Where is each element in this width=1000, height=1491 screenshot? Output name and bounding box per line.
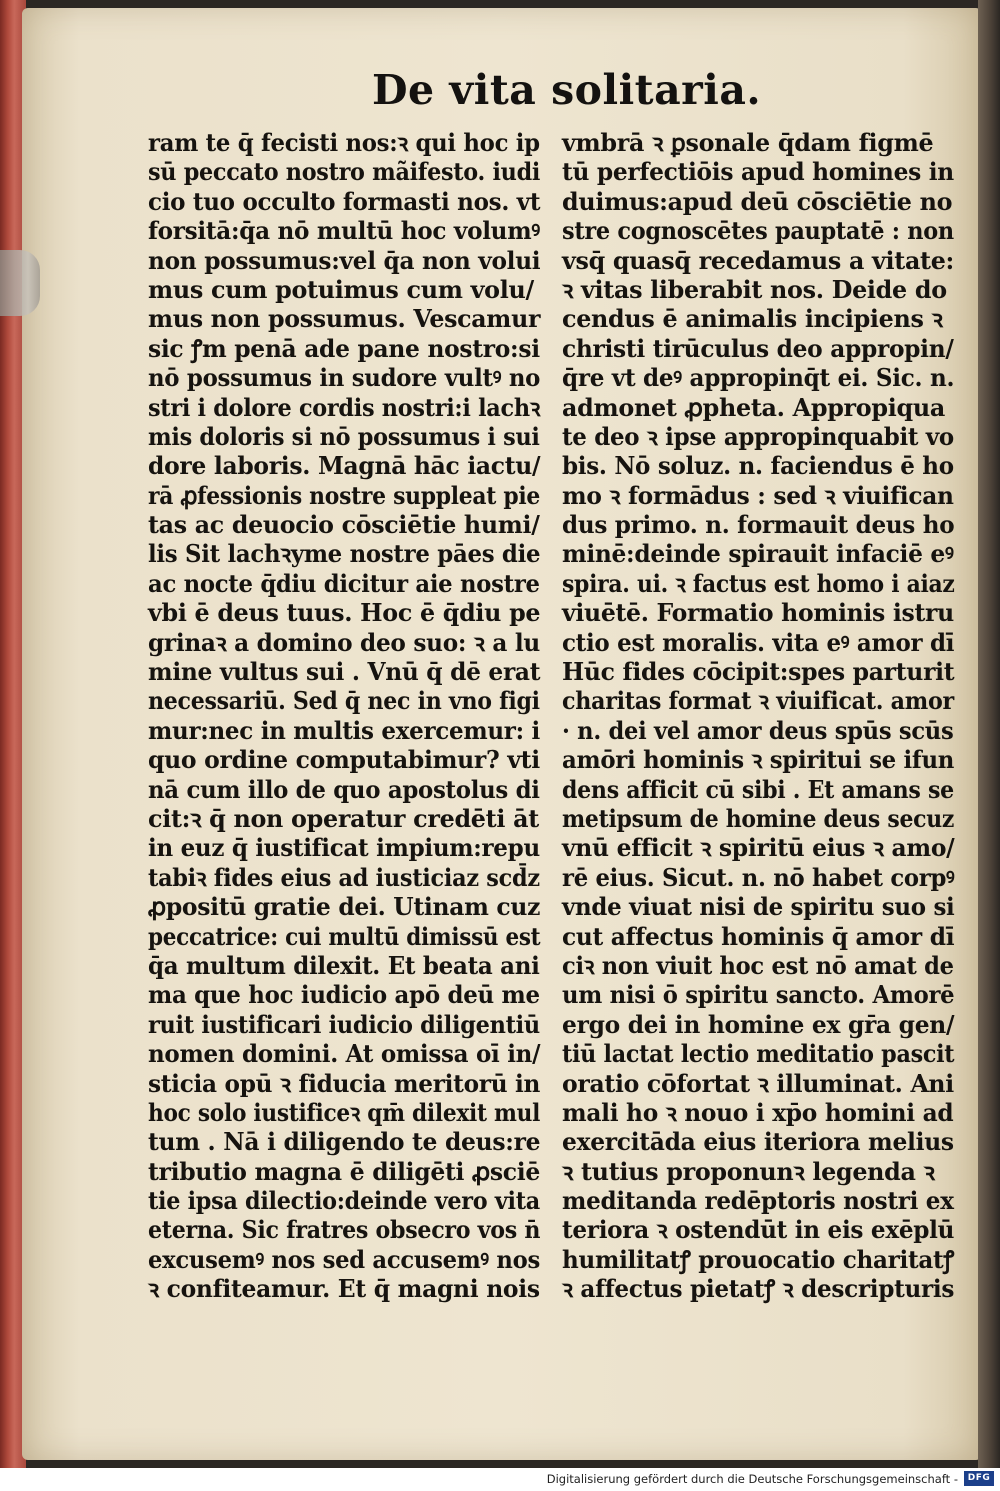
text-line: ꝛ vitas liberabit nos. Deide do — [562, 274, 947, 304]
text-line: ꝛ affectus pietatꝭ ꝛ descripturis — [562, 1274, 955, 1304]
text-line: mus non possumus. Vescamur — [148, 304, 541, 334]
text-line: vmbrā ꝛ ꝑsonale q̄dam figmē — [562, 128, 934, 157]
text-line: q̄a multum dilexit. Et beata ani — [148, 950, 540, 980]
text-line: mo ꝛ formādus : sed ꝛ viuifican — [562, 480, 954, 510]
left-text-column — [148, 128, 543, 1304]
text-line: ergo dei in homine ex gr̄a gen/ — [562, 1009, 955, 1039]
text-line: vbi ē deus tuus. Hoc ē q̄diu pe — [148, 598, 541, 628]
text-line: metipsum de homine deus secuz — [562, 803, 955, 833]
text-line: stri i dolore cordis nostri:i lachꝛ — [148, 392, 541, 422]
text-line: ruit iustificari iudicio diligentiū — [148, 1009, 540, 1039]
text-line: tie ipsa dilectio:deinde vero vita — [148, 1186, 540, 1216]
text-line: · n. dei vel amor deus spūs scūs — [562, 715, 954, 745]
text-line: mus cum potuimus cum volu/ — [148, 274, 534, 304]
text-line: spira. ui. ꝛ factus est homo i aiaz — [562, 568, 955, 598]
text-line: excusemꝰ nos sed accusemꝰ nos — [148, 1244, 540, 1274]
text-line: te deo ꝛ ipse appropinquabit vo — [562, 421, 954, 451]
text-line: dus primo. n. formauit deus ho — [562, 510, 955, 540]
text-line: lis Sit lachꝛyme nostre pāes die — [148, 539, 541, 569]
text-line: ac nocte q̄diu dicitur aie nostre — [148, 568, 540, 598]
text-line: mis doloris si nō possumus i sui — [148, 421, 540, 451]
text-line: non possumus:vel q̄a non volui — [148, 245, 541, 275]
text-line: tas ac deuocio cōsciētie humi/ — [148, 510, 540, 540]
text-line: admonet ꝓpheta. Appropiqua — [562, 392, 945, 422]
text-line: vnde viuat nisi de spiritu suo si — [562, 892, 955, 922]
binding-shadow — [978, 0, 1000, 1468]
text-line: dens afficit cū sibi . Et amans se — [562, 774, 954, 804]
text-line: charitas format ꝛ viuificat. amor — [562, 686, 954, 716]
text-line: rā ꝓfessionis nostre suppleat pie — [148, 480, 541, 510]
text-line: ꝓpositū gratie dei. Utinam cuz — [148, 892, 541, 922]
text-line: hoc solo iustificeꝛ qm̄ dilexit mul — [148, 1097, 541, 1127]
text-line: ꝛ confiteamur. Et q̄ magni nois — [148, 1274, 540, 1304]
text-line: um nisi ō spiritu sancto. Amorē — [562, 980, 955, 1010]
text-line: ciꝛ non viuit hoc est nō amat de — [562, 950, 954, 980]
text-line: nā cum illo de quo apostolus di — [148, 774, 540, 804]
text-line: amōri hominis ꝛ spiritui se ifun — [562, 745, 955, 775]
text-line: duimus:apud deū cōsciētie no — [562, 186, 953, 216]
footer-credit: Digitalisierung gefördert durch die Deutsche Forschungsgemeinschaft - — [546, 1472, 958, 1486]
text-line: cendus ē animalis incipiens ꝛ — [562, 304, 943, 334]
text-line: nō possumus in sudore vultꝰ no — [148, 363, 541, 393]
page-clip — [0, 250, 40, 316]
text-line: cio tuo occulto formasti nos. vt — [148, 186, 541, 216]
text-line: sū peccato nostro mãifesto. iudi — [148, 157, 541, 187]
text-line: vsq̄ quasq̄ recedamus a vitate: — [562, 245, 955, 275]
dfg-logo: DFG — [964, 1471, 994, 1486]
text-line: dore laboris. Magnā hāc iactu/ — [148, 451, 541, 481]
text-line: ctio est moralis. vita eꝰ amor dī — [562, 627, 955, 657]
text-line: humilitatꝭ prouocatio charitatꝭ — [562, 1244, 954, 1274]
text-line: mur:nec in multis exercemur: i — [148, 715, 541, 745]
text-line: vnū efficit ꝛ spiritū eius ꝛ amo/ — [562, 833, 955, 863]
text-line: nomen domini. At omissa oī in/ — [148, 1039, 541, 1069]
text-line: eterna. Sic fratres obsecro vos n̄ — [148, 1215, 541, 1245]
text-line: q̄re vt deꝰ appropinq̄t ei. Sic. n. — [562, 363, 955, 393]
text-line: teriora ꝛ ostendūt in eis exēplū — [562, 1215, 955, 1245]
text-line: exercitāda eius iteriora melius — [562, 1127, 954, 1157]
text-line: sic ꝭm penā ade pane nostro:si — [148, 333, 540, 363]
text-line: tabiꝛ fides eius ad iusticiaz scd̄z — [148, 862, 540, 892]
text-line: tū perfectiōis apud homines in — [562, 157, 954, 187]
text-line: rē eius. Sicut. n. nō habet corpꝰ — [562, 862, 955, 892]
right-text-column — [562, 128, 957, 1304]
text-line: viuētē. Formatio hominis istru — [562, 598, 954, 628]
text-line: in euz q̄ iustificat impium:repu — [148, 833, 540, 863]
text-line: stre cognoscētes pauptatē : non — [562, 216, 954, 246]
text-line: christi tirūculus deo appropin/ — [562, 333, 954, 363]
text-line: cit:ꝛ q̄ non operatur credēti āt — [148, 803, 539, 833]
text-line: peccatrice: cui multū dimissū est — [148, 921, 541, 951]
text-line: mine vultus sui . Vnū q̄ dē erat — [148, 657, 541, 687]
text-line: ꝛ tutius proponunꝛ legenda ꝛ — [562, 1156, 935, 1186]
text-line: necessariū. Sed q̄ nec in vno figi — [148, 686, 540, 716]
text-line: cut affectus hominis q̄ amor dī — [562, 921, 955, 951]
text-line: meditanda redēptoris nostri ex — [562, 1186, 954, 1216]
text-line: quo ordine computabimur? vti — [148, 745, 540, 775]
text-line: tiū lactat lectio meditatio pascit — [562, 1039, 955, 1069]
text-line: minē:deinde spirauit infaciē eꝰ — [562, 539, 954, 569]
text-line: sticia opū ꝛ fiducia meritorū in — [148, 1068, 541, 1098]
text-line: tributio magna ē diligēti ꝓsciē — [148, 1156, 541, 1186]
digitization-footer — [0, 1468, 1000, 1491]
text-line: ma que hoc iudicio apō deū me — [148, 980, 540, 1010]
text-line: ram te q̄ fecisti nos:ꝛ qui hoc ip — [148, 128, 540, 157]
text-line: bis. Nō soluz. n. faciendus ē ho — [562, 451, 954, 481]
text-line: forsitā:q̄a nō multū hoc volumꝰ — [148, 216, 540, 246]
text-line: grinaꝛ a domino deo suo: ꝛ a lu — [148, 627, 540, 657]
text-line: mali ho ꝛ nouo i xp̄o homini ad — [562, 1097, 954, 1127]
text-line: Hūc fides cōcipit:spes parturit — [562, 657, 955, 687]
text-line: tum . Nā i diligendo te deus:re — [148, 1127, 541, 1157]
running-head: De vita solitaria. — [372, 66, 762, 114]
text-line: oratio cōfortat ꝛ illuminat. Ani — [562, 1068, 954, 1098]
